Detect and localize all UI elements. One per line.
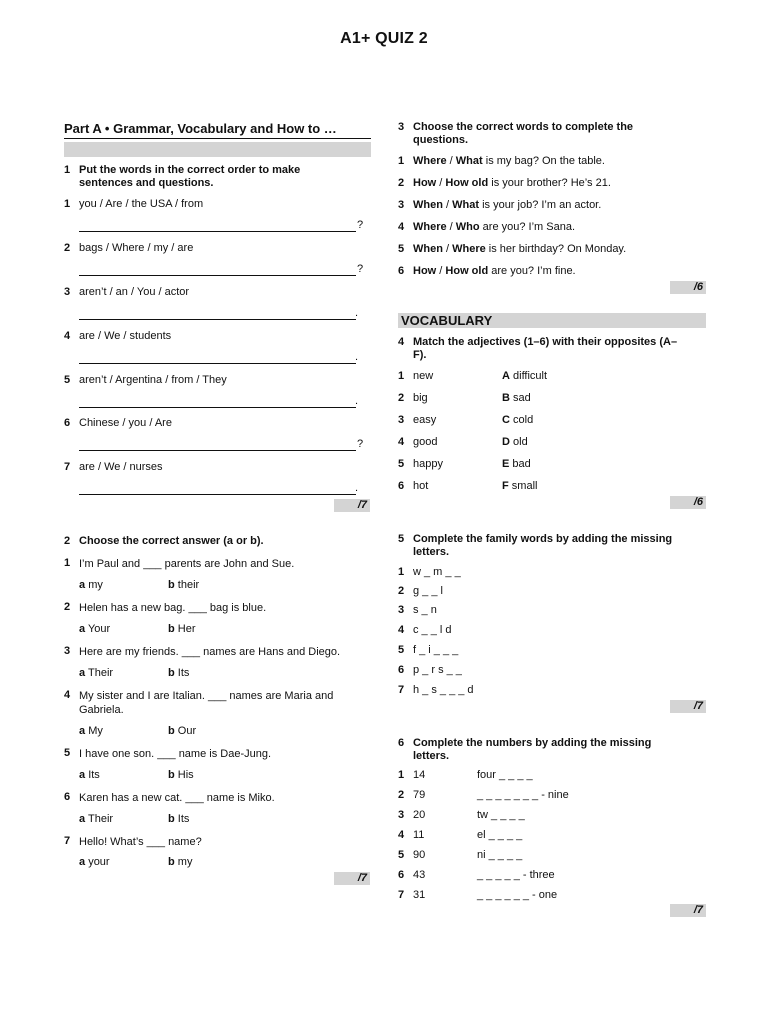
item-number: 6 — [398, 869, 405, 881]
option-text: His — [177, 769, 194, 781]
choice-word-2[interactable]: How old — [445, 265, 489, 277]
answer-line-end: . — [355, 351, 359, 363]
choice-separator: / — [442, 199, 453, 211]
list-item — [64, 417, 172, 429]
list-item — [398, 769, 425, 781]
item-number: 5 — [398, 458, 405, 470]
question — [64, 835, 364, 849]
option-letter: b — [168, 813, 175, 825]
item-number: 2 — [398, 585, 405, 597]
exercise-instruction: Complete the numbers by adding the missing letters. — [413, 737, 652, 762]
list-item — [398, 177, 611, 189]
option-a[interactable] — [79, 813, 113, 825]
option-a[interactable] — [79, 667, 113, 679]
option-text: Their — [87, 813, 114, 825]
list-item — [398, 480, 428, 492]
choice-separator: / — [436, 177, 446, 189]
option-text: Its — [88, 769, 100, 781]
question-text: My sister and I are Italian. ___ names are Maria and Gabriela. — [79, 690, 334, 716]
number-value: 90 — [413, 849, 426, 861]
list-item[interactable] — [398, 644, 458, 656]
number-value: 31 — [413, 889, 426, 901]
answer-line[interactable] — [79, 231, 356, 232]
item-prompt: aren’t / Argentina / from / They — [79, 374, 227, 386]
option-letter: a — [79, 667, 86, 679]
item-number: 5 — [64, 374, 71, 386]
list-item — [64, 461, 163, 473]
number-value: 11 — [413, 829, 425, 841]
item-number: 2 — [398, 177, 405, 189]
list-item — [398, 414, 436, 426]
gapped-number-word[interactable]: _ _ _ _ _ _ - one — [477, 889, 558, 901]
exercise-number: 3 — [398, 121, 405, 133]
option-b[interactable] — [168, 725, 196, 737]
list-item — [398, 458, 443, 470]
list-item — [398, 221, 575, 233]
option-letter: a — [79, 623, 86, 635]
item-rest: are you? I’m fine. — [488, 265, 576, 277]
gapped-word: s _ n — [413, 604, 437, 616]
choice-word-2[interactable]: What — [452, 199, 480, 211]
item-rest: is your brother? He’s 21. — [488, 177, 611, 189]
option-a[interactable] — [79, 725, 103, 737]
option-text: Its — [177, 667, 190, 679]
gapped-number-word[interactable]: ni _ _ _ _ — [477, 849, 523, 861]
choice-word-2[interactable]: What — [455, 155, 483, 167]
option-text: Our — [177, 725, 197, 737]
option-b[interactable] — [168, 856, 192, 868]
question — [64, 601, 364, 615]
vocabulary-heading: VOCABULARY — [398, 313, 706, 328]
option-b[interactable] — [168, 579, 199, 591]
exercise-number: 6 — [398, 737, 405, 749]
answer-line-end: ? — [357, 219, 364, 231]
exercise-1-heading — [64, 164, 364, 190]
option-text: Your — [87, 623, 111, 635]
opposite-item — [502, 392, 531, 404]
item-number: 4 — [64, 689, 71, 701]
opposite-word: cold — [513, 414, 534, 426]
option-b[interactable] — [168, 813, 189, 825]
option-a[interactable] — [79, 769, 100, 781]
option-letter: a — [79, 813, 86, 825]
question-text: Here are my friends. ___ names are Hans and Diego. — [79, 646, 341, 658]
item-number: 3 — [64, 645, 71, 657]
score-box: /7 — [670, 904, 706, 917]
answer-line[interactable] — [79, 407, 356, 408]
option-letter: b — [168, 725, 175, 737]
item-number: 6 — [398, 265, 405, 277]
list-item[interactable] — [398, 684, 474, 696]
exercise-number: 1 — [64, 164, 71, 176]
score-box: /7 — [334, 499, 370, 512]
choice-word-1[interactable]: Where — [413, 221, 447, 233]
item-number: 6 — [398, 480, 405, 492]
opposite-item — [502, 480, 537, 492]
list-item — [398, 809, 425, 821]
item-number: 3 — [398, 604, 405, 616]
item-number: 5 — [64, 747, 71, 759]
item-number: 3 — [398, 809, 405, 821]
opposite-item — [502, 458, 531, 470]
opposite-letter: F — [502, 480, 509, 492]
answer-line[interactable] — [79, 450, 356, 451]
item-number: 1 — [398, 370, 405, 382]
answer-line-end: . — [355, 395, 359, 407]
option-text: my — [88, 579, 103, 591]
gapped-number-word[interactable]: _ _ _ _ _ - three — [477, 869, 555, 881]
choice-word-1[interactable]: When — [413, 243, 443, 255]
item-number: 7 — [398, 684, 405, 696]
answer-line-end: ? — [357, 263, 364, 275]
exercise-4-heading — [398, 336, 698, 362]
list-item — [64, 198, 203, 210]
question-text: Helen has a new bag. ___ bag is blue. — [79, 602, 267, 614]
item-rest: is her birthday? On Monday. — [485, 243, 627, 255]
exercise-instruction: Complete the family words by adding the missing letters. — [413, 533, 673, 558]
option-text: my — [177, 856, 193, 868]
opposite-word: old — [513, 436, 528, 448]
item-number: 5 — [398, 849, 405, 861]
opposite-word: difficult — [513, 370, 548, 382]
exercise-number: 5 — [398, 533, 405, 545]
item-number: 6 — [398, 664, 405, 676]
opposite-item — [502, 436, 528, 448]
gapped-word: g _ _ l — [413, 585, 443, 597]
option-text: My — [88, 725, 103, 737]
item-number: 2 — [398, 789, 405, 801]
choice-separator: / — [446, 155, 456, 167]
option-letter: b — [168, 856, 175, 868]
opposite-item — [502, 370, 547, 382]
choice-word-1[interactable]: How — [413, 177, 437, 189]
gapped-word: h _ s _ _ _ d — [413, 684, 474, 696]
exercise-number: 4 — [398, 336, 405, 348]
option-text: your — [88, 856, 110, 868]
list-item[interactable] — [398, 604, 437, 616]
item-number: 1 — [398, 769, 405, 781]
question — [64, 689, 364, 717]
list-item[interactable] — [398, 664, 462, 676]
opposite-item — [502, 414, 533, 426]
list-item — [398, 265, 576, 277]
item-prompt: Chinese / you / Are — [79, 417, 172, 429]
gapped-number-word[interactable]: four _ _ _ _ — [477, 769, 533, 781]
adjective: easy — [413, 414, 437, 426]
item-number: 3 — [398, 414, 405, 426]
question-text: Hello! What’s ___ name? — [79, 836, 202, 848]
item-number: 2 — [64, 242, 71, 254]
gapped-word: p _ r s _ _ — [413, 664, 462, 676]
answer-line[interactable] — [79, 275, 356, 276]
item-number: 3 — [64, 286, 71, 298]
exercise-number: 2 — [64, 535, 71, 547]
answer-line-end: . — [355, 307, 359, 319]
item-prompt: aren’t / an / You / actor — [79, 286, 190, 298]
item-number: 3 — [398, 199, 405, 211]
option-text: Their — [87, 667, 114, 679]
gapped-number-word[interactable]: _ _ _ _ _ _ _ - nine — [477, 789, 569, 801]
item-number: 4 — [398, 436, 405, 448]
answer-line[interactable] — [79, 363, 356, 364]
item-prompt: bags / Where / my / are — [79, 242, 194, 254]
list-item — [398, 392, 428, 404]
item-number: 1 — [64, 198, 71, 210]
gapped-word: f _ i _ _ _ — [413, 644, 459, 656]
list-item — [64, 286, 189, 298]
part-a-heading: Part A • Grammar, Vocabulary and How to … — [64, 121, 371, 139]
question — [64, 557, 364, 571]
exercise-instruction: Choose the correct answer (a or b). — [79, 535, 264, 547]
exercise-5-heading — [398, 533, 698, 559]
list-item — [398, 370, 433, 382]
adjective: hot — [413, 480, 429, 492]
item-number: 1 — [398, 566, 405, 578]
score-box: /6 — [670, 281, 706, 294]
exercise-instruction: Choose the correct words to complete the questions. — [413, 121, 634, 146]
list-item — [398, 199, 601, 211]
score-box: /7 — [334, 872, 370, 885]
choice-word-1[interactable]: Where — [413, 155, 447, 167]
list-item — [398, 243, 626, 255]
list-item — [398, 789, 425, 801]
choice-word-2[interactable]: Where — [452, 243, 486, 255]
item-prompt: are / We / nurses — [79, 461, 163, 473]
question — [64, 747, 364, 761]
list-item — [398, 869, 425, 881]
option-b[interactable] — [168, 667, 189, 679]
item-number: 5 — [398, 243, 405, 255]
item-number: 1 — [64, 557, 71, 569]
option-a[interactable] — [79, 856, 110, 868]
exercise-6-heading — [398, 737, 698, 763]
list-item — [398, 849, 425, 861]
score-box: /6 — [670, 496, 706, 509]
opposite-word: bad — [512, 458, 531, 470]
choice-separator: / — [442, 243, 453, 255]
opposite-letter: B — [502, 392, 510, 404]
opposite-letter: A — [502, 370, 510, 382]
question-text: I have one son. ___ name is Dae-Jung. — [79, 748, 272, 760]
grammar-bar — [64, 142, 371, 157]
list-item[interactable] — [398, 566, 461, 578]
list-item[interactable] — [398, 585, 443, 597]
opposite-letter: D — [502, 436, 510, 448]
choice-word-2[interactable]: How old — [445, 177, 489, 189]
adjective: good — [413, 436, 438, 448]
list-item — [64, 242, 193, 254]
question-text: I’m Paul and ___ parents are John and Sue. — [79, 558, 295, 570]
answer-line-end: . — [355, 482, 359, 494]
gapped-number-word[interactable]: el _ _ _ _ — [477, 829, 523, 841]
opposite-letter: C — [502, 414, 510, 426]
exercise-instruction: Match the adjectives (1–6) with their opposites (A–F). — [413, 336, 678, 361]
item-rest: are you? I’m Sana. — [479, 221, 576, 233]
question — [64, 645, 364, 659]
item-number: 7 — [64, 461, 71, 473]
list-item — [398, 436, 437, 448]
gapped-word: w _ m _ _ — [413, 566, 461, 578]
list-item — [398, 889, 425, 901]
item-number: 2 — [398, 392, 405, 404]
option-a[interactable] — [79, 623, 110, 635]
opposite-word: small — [511, 480, 538, 492]
item-prompt: are / We / students — [79, 330, 172, 342]
adjective: happy — [413, 458, 443, 470]
answer-line[interactable] — [79, 494, 356, 495]
option-letter: b — [168, 623, 175, 635]
choice-separator: / — [446, 221, 456, 233]
choice-word-1[interactable]: When — [413, 199, 443, 211]
item-number: 7 — [398, 889, 405, 901]
option-text: Her — [177, 623, 196, 635]
item-number: 6 — [64, 417, 71, 429]
answer-line-end: ? — [357, 438, 364, 450]
item-number: 6 — [64, 791, 71, 803]
item-number: 2 — [64, 601, 71, 613]
exercise-2-heading — [64, 535, 264, 548]
page-title: A1+ QUIZ 2 — [340, 30, 428, 47]
gapped-word: c _ _ l d — [413, 624, 452, 636]
opposite-letter: E — [502, 458, 510, 470]
item-rest: is your job? I’m an actor. — [479, 199, 602, 211]
list-item — [64, 374, 227, 386]
adjective: big — [413, 392, 428, 404]
option-b[interactable] — [168, 623, 196, 635]
list-item — [64, 330, 171, 342]
question — [64, 791, 364, 805]
number-value: 79 — [413, 789, 426, 801]
number-value: 14 — [413, 769, 426, 781]
option-letter: b — [168, 769, 175, 781]
option-letter: a — [79, 579, 86, 591]
item-rest: is my bag? On the table. — [482, 155, 605, 167]
choice-word-2[interactable]: Who — [455, 221, 480, 233]
choice-word-1[interactable]: How — [413, 265, 437, 277]
opposite-word: sad — [513, 392, 531, 404]
list-item — [398, 829, 424, 841]
option-letter: a — [79, 725, 86, 737]
list-item[interactable] — [398, 624, 452, 636]
exercise-instruction: Put the words in the correct order to make sentences and questions. — [79, 164, 301, 189]
option-text: Its — [177, 813, 190, 825]
option-text: their — [177, 579, 200, 591]
item-number: 4 — [398, 624, 405, 636]
answer-line[interactable] — [79, 319, 356, 320]
option-letter: b — [168, 579, 175, 591]
gapped-number-word[interactable]: tw _ _ _ _ — [477, 809, 525, 821]
item-prompt: you / Are / the USA / from — [79, 198, 204, 210]
score-box: /7 — [670, 700, 706, 713]
item-number: 5 — [398, 644, 405, 656]
choice-separator: / — [436, 265, 446, 277]
adjective: new — [413, 370, 434, 382]
question-text: Karen has a new cat. ___ name is Miko. — [79, 792, 275, 804]
number-value: 20 — [413, 809, 426, 821]
number-value: 43 — [413, 869, 426, 881]
exercise-3-heading — [398, 121, 698, 147]
item-number: 4 — [64, 330, 71, 342]
item-number: 7 — [64, 835, 71, 847]
list-item — [398, 155, 605, 167]
item-number: 1 — [398, 155, 405, 167]
option-letter: b — [168, 667, 175, 679]
option-a[interactable] — [79, 579, 103, 591]
item-number: 4 — [398, 221, 405, 233]
option-b[interactable] — [168, 769, 194, 781]
item-number: 4 — [398, 829, 405, 841]
option-letter: a — [79, 856, 86, 868]
option-letter: a — [79, 769, 86, 781]
